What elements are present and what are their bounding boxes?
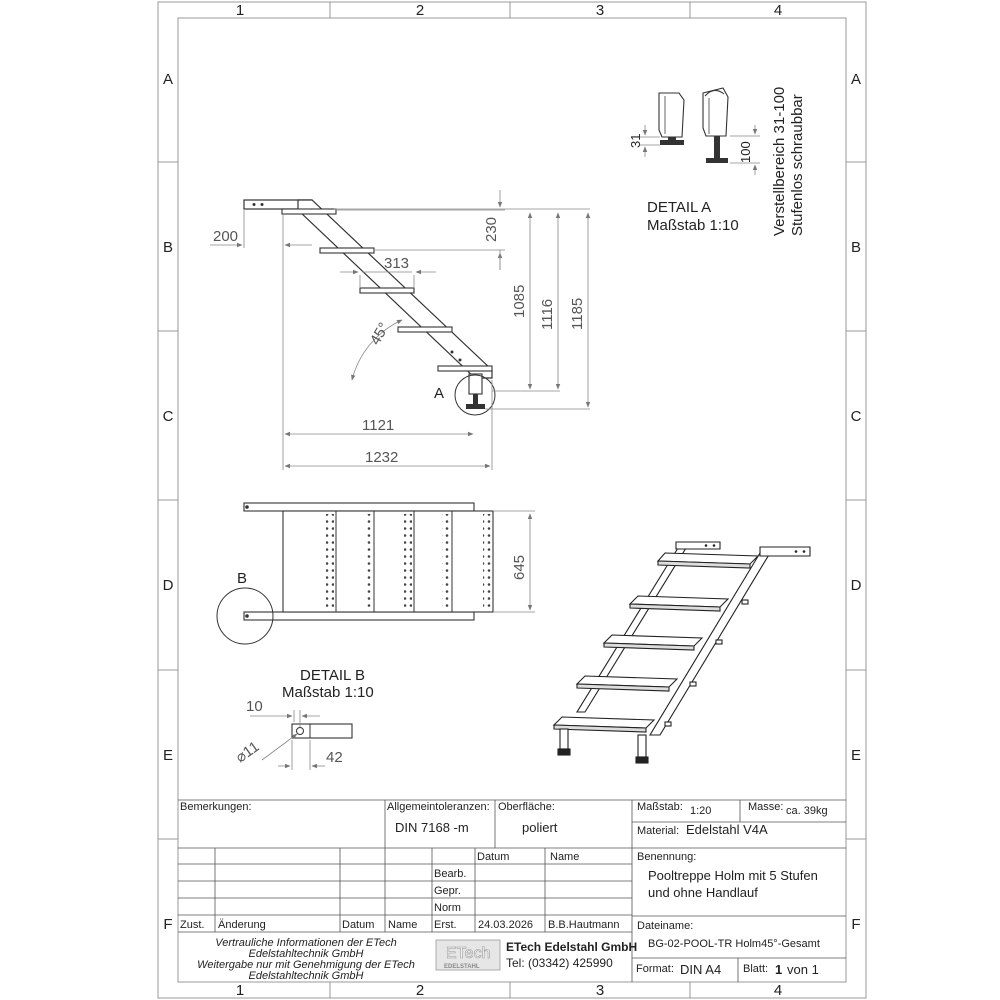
rail-top <box>244 503 474 511</box>
col-label-2-bottom: 2 <box>415 982 425 999</box>
erst-label: Erst. <box>434 919 457 931</box>
dim-230: 230 <box>483 216 500 242</box>
remarks-label: Bemerkungen: <box>180 801 252 813</box>
sheet-value: 1 <box>775 962 783 977</box>
tolerance-label: Allgemeintoleranzen: <box>387 801 490 813</box>
row-label-e-right: E <box>850 747 862 764</box>
row-norm: Norm <box>434 902 461 914</box>
surface-label: Oberfläche: <box>498 801 555 813</box>
step-4 <box>398 327 452 332</box>
detail-a-note-1: Verstellbereich 31-100 <box>771 86 788 236</box>
mass-value: ca. 39kg <box>786 805 828 817</box>
rev-datum: Datum <box>342 919 375 931</box>
dim-1185: 1185 <box>569 297 586 330</box>
confidential-line-1: Vertrauliche Informationen der ETech <box>215 937 397 949</box>
mass-label: Masse: <box>748 801 784 813</box>
detail-a-marker: A <box>434 385 445 402</box>
row-label-b-left: B <box>162 239 174 256</box>
dim-diameter-11: ⌀11 <box>232 738 263 767</box>
col-datum: Datum <box>477 851 510 863</box>
row-label-a-left: A <box>162 71 174 88</box>
row-label-f-right: F <box>851 916 861 933</box>
iso-foot-rear <box>560 729 568 749</box>
step-perforation-3 <box>404 514 412 609</box>
iso-bracket-front <box>760 547 810 556</box>
company-logo-main: ETech <box>446 945 491 962</box>
iso-step-5 <box>554 717 654 732</box>
row-label-d-right: D <box>850 577 862 594</box>
iso-step-1 <box>658 553 758 568</box>
erst-date: 24.03.2026 <box>478 919 534 931</box>
rev-name: Name <box>388 919 418 931</box>
confidential-line-3: Weitergabe nur mit Genehmigung der ETech <box>197 959 415 971</box>
sheet-frame <box>158 2 866 998</box>
row-label-e-left: E <box>162 747 174 764</box>
filename-label: Dateiname: <box>637 920 694 932</box>
detail-a-scale: Maßstab 1:10 <box>647 217 739 234</box>
company-phone: Tel: (03342) 425990 <box>506 956 613 970</box>
format-value: DIN A4 <box>680 962 722 977</box>
material-label: Material: <box>637 825 680 837</box>
col-label-1-bottom: 1 <box>235 982 245 999</box>
confidential-line-2: Edelstahltechnik GmbH <box>248 948 364 960</box>
detail-a-view <box>628 87 806 236</box>
side-view <box>210 190 590 470</box>
designation-line-2: und ohne Handlauf <box>648 885 758 900</box>
scale-label: Maßstab: <box>637 801 683 813</box>
sheet-of: von 1 <box>787 962 819 977</box>
col-label-3-bottom: 3 <box>595 982 605 999</box>
detail-b-title: DETAIL B <box>300 667 366 684</box>
designation-line-1: Pooltreppe Holm mit 5 Stufen <box>648 868 818 883</box>
col-label-1-top: 1 <box>235 2 245 19</box>
iso-step-3 <box>604 635 702 650</box>
row-label-d-left: D <box>162 577 174 594</box>
iso-step-4 <box>577 676 677 691</box>
row-gepr: Gepr. <box>434 885 461 897</box>
iso-foot-front <box>638 735 646 757</box>
company-name: ETech Edelstahl GmbH <box>506 940 638 954</box>
dim-31: 31 <box>628 133 643 148</box>
dim-645: 645 <box>511 554 528 580</box>
col-label-2-top: 2 <box>415 2 425 19</box>
col-label-4-bottom: 4 <box>773 982 783 999</box>
dim-42: 42 <box>326 749 343 766</box>
rev-aenderung: Änderung <box>218 919 266 931</box>
step-perforation-1 <box>326 514 334 609</box>
step-perforation-5 <box>483 514 491 609</box>
detail-a-note-2: Stufenlos schraubbar <box>789 94 806 236</box>
surface-value: poliert <box>522 820 558 835</box>
scale-value: 1:20 <box>690 805 712 817</box>
rev-zust: Zust. <box>180 919 205 931</box>
col-name: Name <box>550 851 580 863</box>
detail-b-view <box>233 667 374 770</box>
designation-label: Benennung: <box>637 851 697 863</box>
step-1 <box>282 209 336 214</box>
grid-labels <box>163 2 862 999</box>
dim-200: 200 <box>213 228 239 245</box>
detail-a-title: DETAIL A <box>647 199 712 216</box>
step-perforation-4 <box>442 514 450 609</box>
top-view <box>217 503 535 644</box>
material-value: Edelstahl V4A <box>686 822 768 837</box>
tolerance-value: DIN 7168 -m <box>395 820 469 835</box>
step-5 <box>438 366 492 371</box>
dim-313: 313 <box>384 255 410 272</box>
step-2 <box>320 248 374 253</box>
step-3 <box>360 288 414 293</box>
dim-1232: 1232 <box>365 449 399 466</box>
foot-post <box>469 374 482 394</box>
dim-1085: 1085 <box>511 284 528 318</box>
step-perforation-2 <box>365 514 373 609</box>
dim-1116: 1116 <box>539 298 556 330</box>
dim-100: 100 <box>738 141 753 163</box>
confidential-line-4: Edelstahltechnik GmbH <box>248 970 364 982</box>
sheet-label: Blatt: <box>743 963 769 975</box>
dim-10: 10 <box>246 698 263 715</box>
rail-bottom <box>244 612 474 620</box>
row-label-a-right: A <box>850 71 862 88</box>
row-label-f-left: F <box>163 916 173 933</box>
isometric-view <box>554 542 810 763</box>
col-label-4-top: 4 <box>773 2 783 19</box>
company-logo-sub: EDELSTAHL <box>444 964 480 970</box>
detail-b-scale: Maßstab 1:10 <box>282 684 374 701</box>
dim-45-deg: 45° <box>366 319 393 348</box>
row-label-c-left: C <box>162 408 174 425</box>
iso-step-2 <box>630 596 728 611</box>
dim-1121: 1121 <box>362 417 395 434</box>
row-label-b-right: B <box>850 239 862 256</box>
filename-value: BG-02-POOL-TR Holm45°-Gesamt <box>648 938 820 950</box>
col-label-3-top: 3 <box>595 2 605 19</box>
format-label: Format: <box>636 963 674 975</box>
detail-b-marker: B <box>237 570 248 587</box>
erst-name: B.B.Hautmann <box>548 919 620 931</box>
row-bearb: Bearb. <box>434 868 467 880</box>
row-label-c-right: C <box>850 408 862 425</box>
